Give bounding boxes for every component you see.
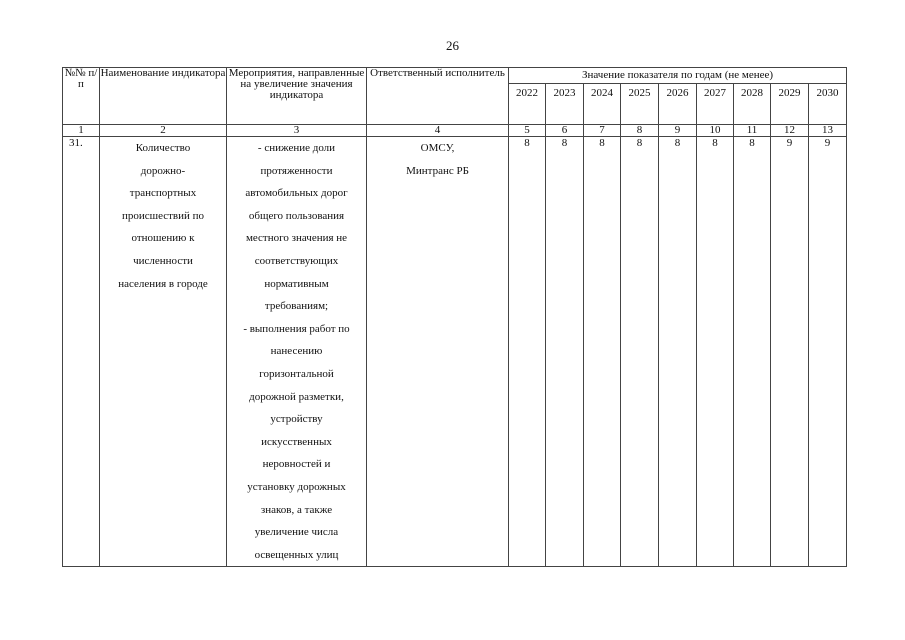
value-cell: 8 [621, 137, 659, 567]
value-cell: 8 [697, 137, 734, 567]
value-cell: 8 [546, 137, 584, 567]
measures-line: соответствующих [254, 254, 339, 267]
year-header: 2029 [771, 84, 809, 125]
header-num: №№ п/п [63, 68, 100, 125]
measures-line: нормативным [264, 277, 329, 290]
measures-line: автомобильных дорог [245, 187, 348, 200]
header-row [63, 68, 847, 84]
executor-line: ОМСУ, [420, 142, 455, 154]
measures-line: знаков, а также [260, 503, 333, 516]
measures-line: - снижение доли [257, 142, 336, 154]
measures-line: освещенных улиц [254, 548, 339, 561]
measures-line: увеличение числа [254, 526, 339, 539]
row-number: 31. [63, 137, 100, 567]
indicator-line: отношению к [131, 232, 195, 245]
indicators-table [62, 67, 847, 567]
value-cell: 8 [734, 137, 771, 567]
measures-cell [227, 137, 367, 567]
executor-cell [367, 137, 509, 567]
measures-line: устройству [270, 413, 323, 426]
year-header: 2026 [659, 84, 697, 125]
indicator-line: населения в городе [118, 277, 208, 290]
column-number: 3 [227, 125, 367, 137]
column-number: 12 [771, 125, 809, 137]
column-number: 11 [734, 125, 771, 137]
column-number-row [63, 125, 847, 137]
page-number: 26 [446, 38, 459, 53]
measures-line: нанесению [270, 345, 323, 358]
header-indicator: Наименование индикатора [100, 68, 227, 125]
column-number: 6 [546, 125, 584, 137]
indicator-line: дорожно- [140, 164, 186, 177]
column-number: 4 [367, 125, 509, 137]
header-executor: Ответственный исполнитель [367, 68, 509, 125]
value-cell: 9 [809, 137, 847, 567]
measures-line: горизонтальной [259, 367, 334, 380]
measures-line: дорожной разметки, [249, 390, 344, 403]
header-values-group: Значение показателя по годам (не менее) [509, 68, 847, 84]
measures-line: искусственных [261, 435, 332, 448]
column-number: 9 [659, 125, 697, 137]
column-number: 7 [584, 125, 621, 137]
year-header: 2030 [809, 84, 847, 125]
column-number: 1 [63, 125, 100, 137]
column-number: 10 [697, 125, 734, 137]
indicator-name [100, 137, 227, 567]
measures-line: местного значения не [245, 232, 348, 245]
table-row [63, 137, 847, 567]
year-header: 2022 [509, 84, 546, 125]
measures-line: общего пользования [248, 209, 345, 222]
value-cell: 9 [771, 137, 809, 567]
year-header: 2027 [697, 84, 734, 125]
column-number: 5 [509, 125, 546, 137]
value-cell: 8 [659, 137, 697, 567]
header-measures: Мероприятия, направленные на увеличение значения индикатора [227, 68, 367, 125]
indicator-line: происшествий по [121, 209, 205, 222]
indicator-line: численности [133, 254, 193, 267]
indicator-line: Количество [135, 142, 191, 154]
value-cell: 8 [509, 137, 546, 567]
measures-line: протяженности [260, 164, 333, 177]
measures-line: неровностей и [262, 458, 331, 471]
measures-line: установку дорожных [247, 480, 346, 493]
measures-line: требованиям; [264, 300, 329, 313]
year-header: 2024 [584, 84, 621, 125]
year-header: 2028 [734, 84, 771, 125]
indicator-line: транспортных [129, 187, 197, 200]
column-number: 8 [621, 125, 659, 137]
year-header: 2023 [546, 84, 584, 125]
value-cell: 8 [584, 137, 621, 567]
column-number: 13 [809, 125, 847, 137]
executor-line: Минтранс РБ [406, 164, 469, 177]
year-header: 2025 [621, 84, 659, 125]
measures-line: - выполнения работ по [243, 322, 350, 335]
column-number: 2 [100, 125, 227, 137]
